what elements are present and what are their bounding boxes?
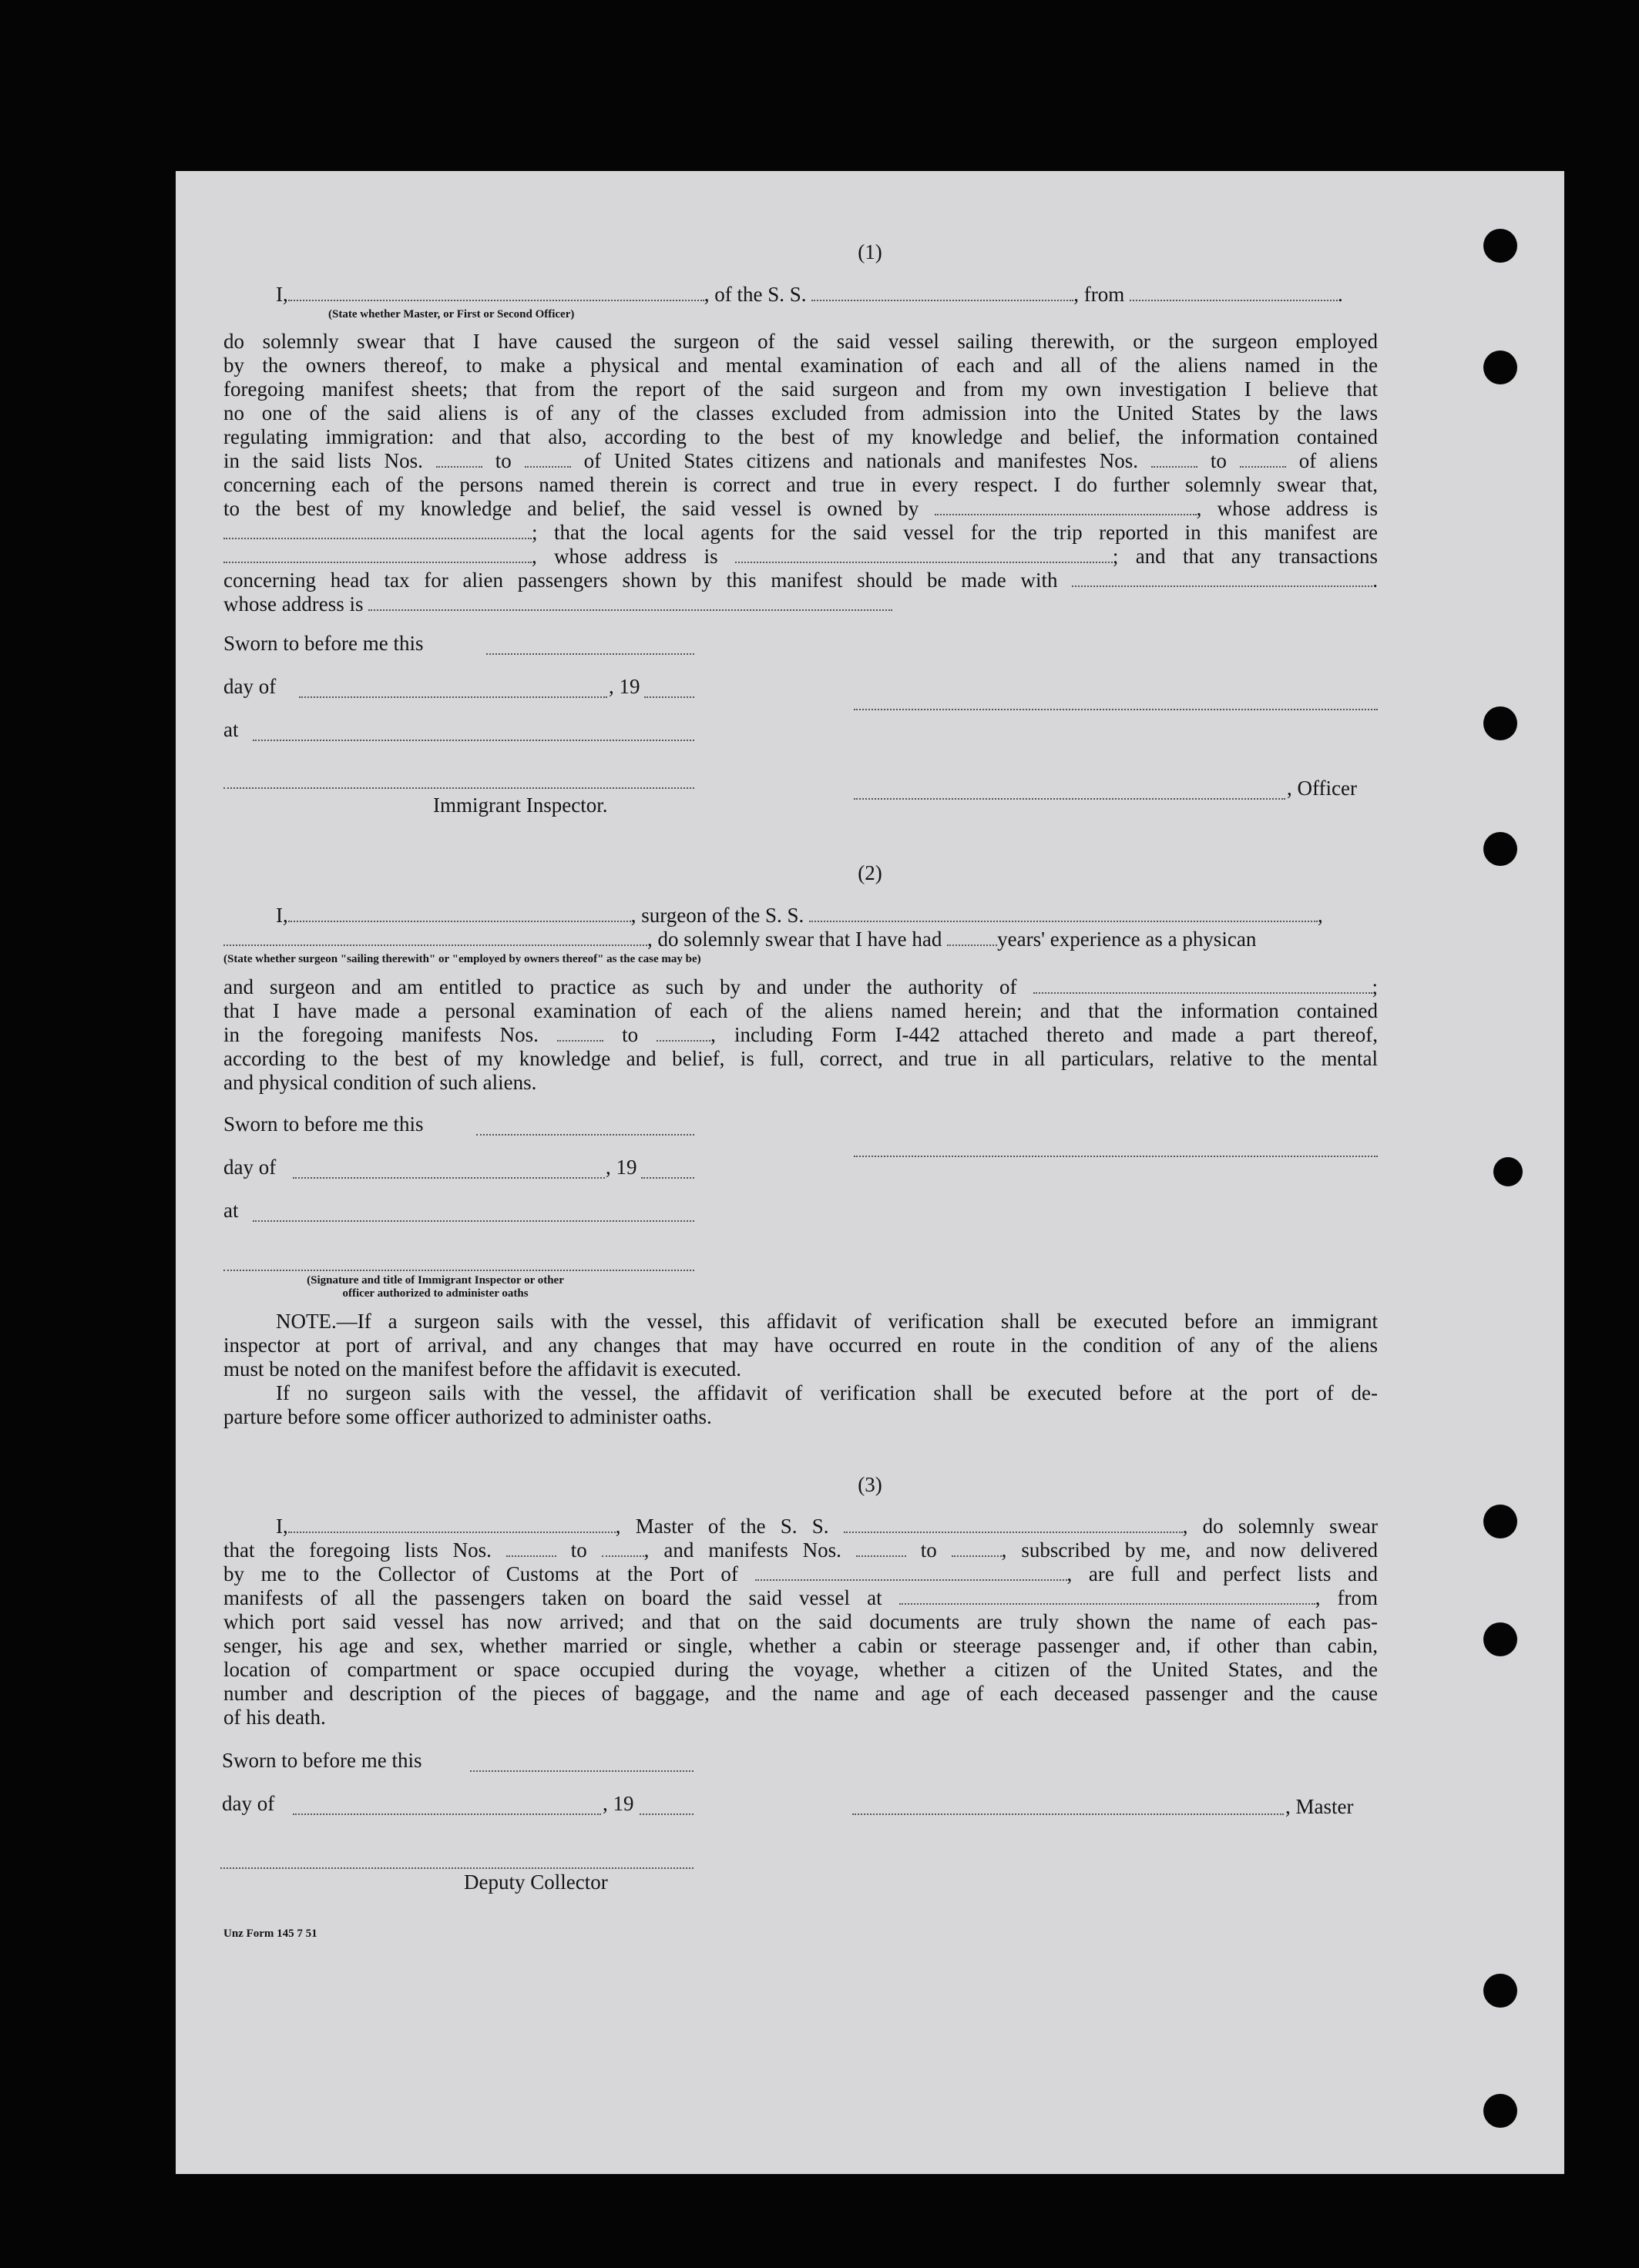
officer-rank-note: (State whether Master, or First or Second Officer) bbox=[328, 308, 575, 320]
note-paragraph-1: NOTE.—If a surgeon sails with the vessel, this affidavit of verification shall be executed before an immigrant inspector at port of arrival, and any changes that may have occurred en route in the condition of any of the aliens must be noted on the manifest before the affidavit is executed. bbox=[223, 1310, 1378, 1381]
section-2-line-2: , do solemnly swear that I have had years' experience as a physican bbox=[223, 927, 1256, 951]
port-field[interactable] bbox=[755, 1564, 1067, 1581]
section-2-day-label: day of bbox=[223, 1156, 277, 1179]
section-2-year-label: , 19 bbox=[606, 1156, 637, 1179]
master-list-to-field[interactable] bbox=[602, 1540, 644, 1557]
section-3-sworn-field[interactable] bbox=[470, 1770, 694, 1772]
master-manifest-from-field[interactable] bbox=[856, 1540, 906, 1557]
section-3-day-label: day of bbox=[222, 1792, 275, 1815]
local-agents-field[interactable] bbox=[223, 546, 532, 563]
section-1-inspector-signature-line[interactable] bbox=[223, 787, 694, 789]
officer-name-field[interactable] bbox=[288, 284, 704, 301]
section-2-sworn-field[interactable] bbox=[476, 1134, 694, 1136]
master-vessel-field[interactable] bbox=[844, 1516, 1183, 1533]
punch-hole bbox=[1483, 351, 1517, 384]
surgeon-manifest-from-field[interactable] bbox=[557, 1025, 603, 1042]
section-2-at-label: at bbox=[223, 1199, 239, 1222]
citizen-list-from-field[interactable] bbox=[436, 451, 482, 468]
section-1-signature-line[interactable] bbox=[854, 709, 1378, 710]
section-3-day-field[interactable] bbox=[293, 1813, 601, 1815]
surgeon-name-field[interactable] bbox=[288, 905, 631, 922]
section-1-heading: (1) bbox=[858, 240, 882, 263]
master-manifest-to-field[interactable] bbox=[952, 1540, 1002, 1557]
section-3-master-signature-line[interactable] bbox=[852, 1813, 1284, 1815]
owner-address-field[interactable] bbox=[223, 522, 532, 539]
practice-authority-field[interactable] bbox=[1033, 977, 1372, 994]
section-1-at-label: at bbox=[223, 718, 239, 741]
section-3-year-label: , 19 bbox=[603, 1792, 634, 1815]
punch-hole bbox=[1483, 2094, 1517, 2128]
officer-label: , Officer bbox=[1287, 777, 1357, 800]
deputy-collector-label: Deputy Collector bbox=[464, 1870, 608, 1894]
punch-hole bbox=[1483, 1505, 1517, 1538]
section-2-heading: (2) bbox=[858, 861, 882, 884]
section-1-day-label: day of bbox=[223, 675, 277, 698]
alien-manifest-to-field[interactable] bbox=[1240, 451, 1286, 468]
form-number: Unz Form 145 7 51 bbox=[223, 1927, 317, 1940]
inspector-signature-note: (Signature and title of Immigrant Inspector or other officer authorized to administer oaths bbox=[307, 1274, 564, 1300]
punch-hole bbox=[1483, 1622, 1517, 1656]
immigrant-inspector-label: Immigrant Inspector. bbox=[433, 793, 608, 817]
section-1-day-field[interactable] bbox=[299, 696, 607, 698]
punch-hole bbox=[1493, 1157, 1523, 1186]
section-2-line-1: I, , surgeon of the S. S. , bbox=[276, 904, 1323, 927]
section-2-day-field[interactable] bbox=[293, 1177, 605, 1179]
section-1-sworn-field[interactable] bbox=[486, 653, 694, 655]
boarding-port-field[interactable] bbox=[899, 1588, 1315, 1605]
section-3-year-field[interactable] bbox=[640, 1813, 694, 1815]
master-list-from-field[interactable] bbox=[506, 1540, 556, 1557]
section-3-collector-signature-line[interactable] bbox=[220, 1867, 694, 1869]
section-2-body: and surgeon and am entitled to practice as such by and under the authority of ; that I have made a personal examination of each of the aliens named herein; and that the information contained in the foregoing manifests Nos. to , including Form I-442 attached thereto and made a part thereof, according to the best of my knowledge and belief, is full, correct, and true in all particulars, relative to the mental and physical condition of such aliens. bbox=[223, 975, 1379, 1094]
section-1-at-field[interactable] bbox=[253, 740, 694, 741]
agents-address-field[interactable] bbox=[735, 546, 1113, 563]
surgeon-status-note: (State whether surgeon "sailing therewith" or "employed by owners thereof" as the case may be) bbox=[223, 953, 701, 965]
section-2-year-field[interactable] bbox=[641, 1177, 694, 1179]
head-tax-party-field[interactable] bbox=[1072, 570, 1372, 587]
section-3-sworn-label: Sworn to before me this bbox=[222, 1749, 422, 1772]
section-2-surgeon-signature-line[interactable] bbox=[854, 1156, 1378, 1157]
surgeon-status-field[interactable] bbox=[223, 929, 647, 946]
section-3-heading: (3) bbox=[858, 1473, 882, 1496]
surgeon-vessel-field[interactable] bbox=[809, 905, 1318, 922]
section-2-at-field[interactable] bbox=[253, 1220, 694, 1222]
section-1-year-field[interactable] bbox=[644, 696, 694, 698]
section-2-inspector-signature-line[interactable] bbox=[223, 1270, 694, 1271]
vessel-name-field[interactable] bbox=[811, 284, 1073, 301]
form-page bbox=[176, 171, 1564, 2174]
alien-manifest-from-field[interactable] bbox=[1151, 451, 1197, 468]
years-experience-field[interactable] bbox=[947, 929, 997, 946]
section-2-sworn-label: Sworn to before me this bbox=[223, 1112, 424, 1136]
section-1-year-label: , 19 bbox=[609, 675, 640, 698]
section-1-line-1: I, , of the S. S. , from . bbox=[276, 283, 1343, 306]
punch-hole bbox=[1483, 1974, 1517, 2008]
from-port-field[interactable] bbox=[1130, 284, 1338, 301]
note-paragraph-2: If no surgeon sails with the vessel, the affidavit of verification shall be executed before at the port of de- parture before some officer authorized to administer oaths. bbox=[223, 1381, 1378, 1428]
surgeon-manifest-to-field[interactable] bbox=[657, 1025, 710, 1042]
vessel-owner-field[interactable] bbox=[935, 498, 1197, 515]
master-name-field[interactable] bbox=[288, 1516, 616, 1533]
punch-hole bbox=[1483, 706, 1517, 740]
section-1-body: do solemnly swear that I have caused the surgeon of the said vessel sailing therewith, or the surgeon employed by the owners thereof, to make a physical and mental examination of each and all of the aliens named in the foregoing manifest sheets; that from the report of the said surgeon and from my own investigation I believe that no one of the said aliens is of any of the classes excluded from admission into the United States by the laws regulating immigration: and that also, according to the best of my knowledge and belief, the information contained in the said lists Nos. to of United States citizens and nationals and manifestes Nos. to of aliens concerning each of the persons named therein is correct and true in every respect. I do further solemnly swear that, to the best of my knowledge and belief, the said vessel is owned by , whose address is ; that the local agents for the said vessel for the trip reported in this manifest are , whose address is ; and that any transactions concerning head tax for alien passengers shown by this manifest should be made with . whose address is bbox=[223, 330, 1379, 616]
citizen-list-to-field[interactable] bbox=[525, 451, 571, 468]
section-1-sworn-label: Sworn to before me this bbox=[223, 632, 424, 655]
master-label: , Master bbox=[1285, 1795, 1354, 1818]
section-1-officer-signature-line[interactable] bbox=[854, 798, 1285, 800]
section-3-body: I, , Master of the S. S. , do solemnly swear that the foregoing lists Nos. to , and manifests Nos. to , subscribed by me, and now delivered by me to the Collector of Customs at the Port of , are full and perfect lists and manifests of all the passengers taken on board the said vessel at , from which port said vessel has now arrived; and that on the said documents are truly shown the name of each pas- senger, his age and sex, whether married or single, whether a cabin or steerage passenger and, if other than cabin, location of compartment or space occupied during the voyage, whether a citizen of the United States, and the number and description of the pieces of baggage, and the name and age of each deceased passenger and the cause of his death. bbox=[223, 1515, 1379, 1729]
head-tax-address-field[interactable] bbox=[368, 594, 892, 611]
